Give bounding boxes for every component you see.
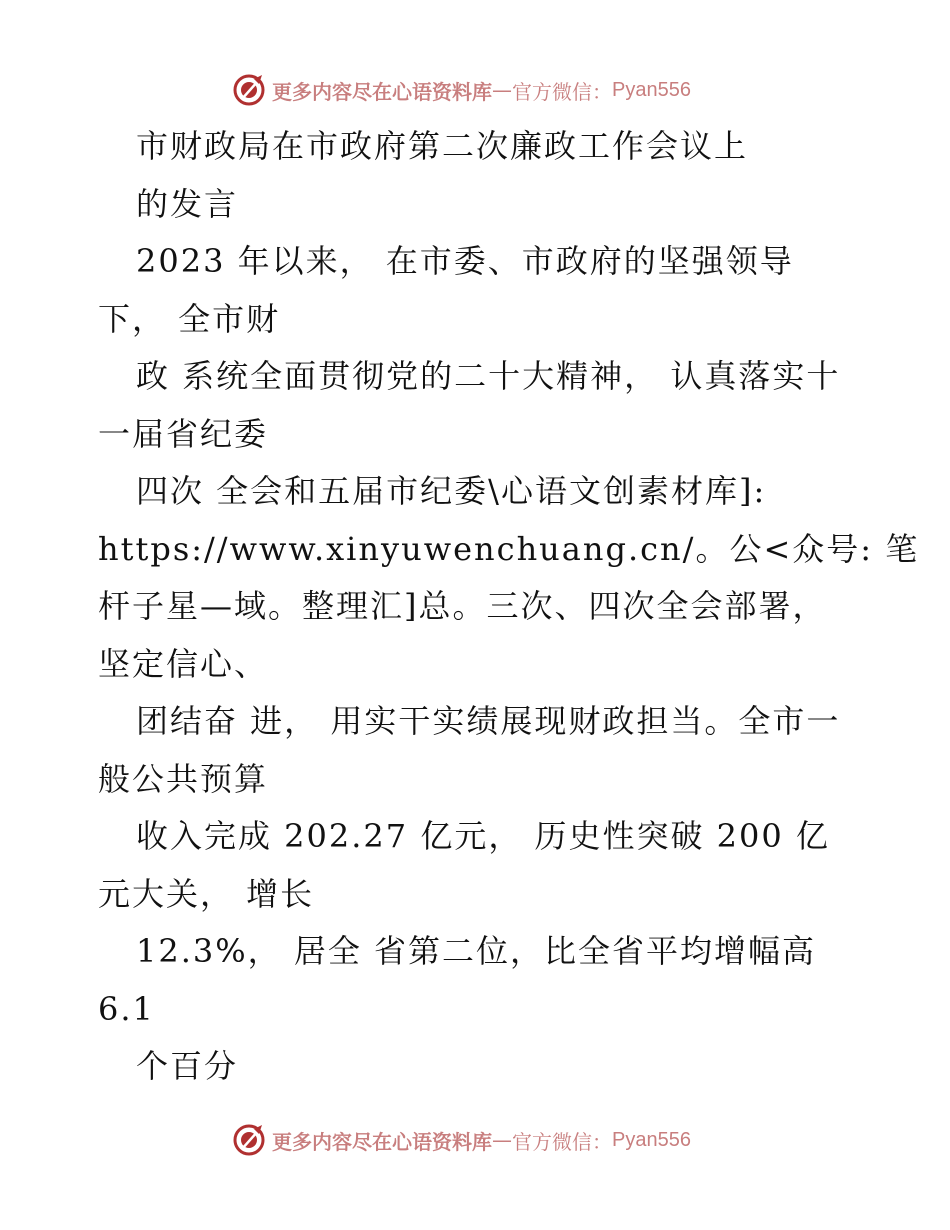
brand-logo-icon xyxy=(232,73,266,107)
text-line: 般公共预算 xyxy=(98,759,269,798)
banner-wechat-label: 官方微信： xyxy=(512,79,612,104)
banner-wechat-label: 官方微信： xyxy=(512,1129,612,1154)
document-body xyxy=(98,118,920,1096)
banner-dash: — xyxy=(492,78,512,102)
text-line: 下， 全市财 xyxy=(98,299,281,338)
text-line: 的发言 xyxy=(136,184,239,223)
text-line: 12.3%， 居全 省第二位，比全省平均增幅高 xyxy=(136,932,817,970)
banner-dash: — xyxy=(492,1128,512,1152)
text-line: 杆子星—域。整理汇]总。三次、四次全会部署， xyxy=(98,587,827,625)
banner-main-text: 更多内容尽在心语资料库 xyxy=(272,1129,492,1154)
banner-main-text: 更多内容尽在心语资料库 xyxy=(272,79,492,104)
brand-logo-icon xyxy=(232,1123,266,1157)
text-line: 市财政局在市政府第二次廉政工作会议上 xyxy=(136,127,749,165)
header-watermark-banner xyxy=(232,70,752,110)
text-line: 一届省纪委 xyxy=(98,414,269,453)
banner-wechat-id: Pyan556 xyxy=(612,78,691,101)
text-line: 元大关， 增长 xyxy=(98,874,315,913)
text-line: 团结奋 进， 用实干实绩展现财政担当。全市一 xyxy=(136,702,841,740)
text-line: https://www.xinyuwenchuang.cn/。公<众号: 笔 xyxy=(98,529,920,568)
text-line: 收入完成 202.27 亿元， 历史性突破 200 亿 xyxy=(136,817,830,855)
text-line: 四次 全会和五届市纪委\心语文创素材库]: xyxy=(136,472,767,510)
text-line: 2023 年以来， 在市委、市政府的坚强领导 xyxy=(136,242,794,280)
text-line: 坚定信心、 xyxy=(98,644,269,683)
text-line: 政 系统全面贯彻党的二十大精神， 认真落实十 xyxy=(136,357,841,395)
text-line: 个百分 xyxy=(136,1047,239,1085)
banner-wechat-id: Pyan556 xyxy=(612,1128,691,1151)
footer-watermark-banner xyxy=(232,1120,752,1160)
text-line: 6.1 xyxy=(98,989,155,1028)
